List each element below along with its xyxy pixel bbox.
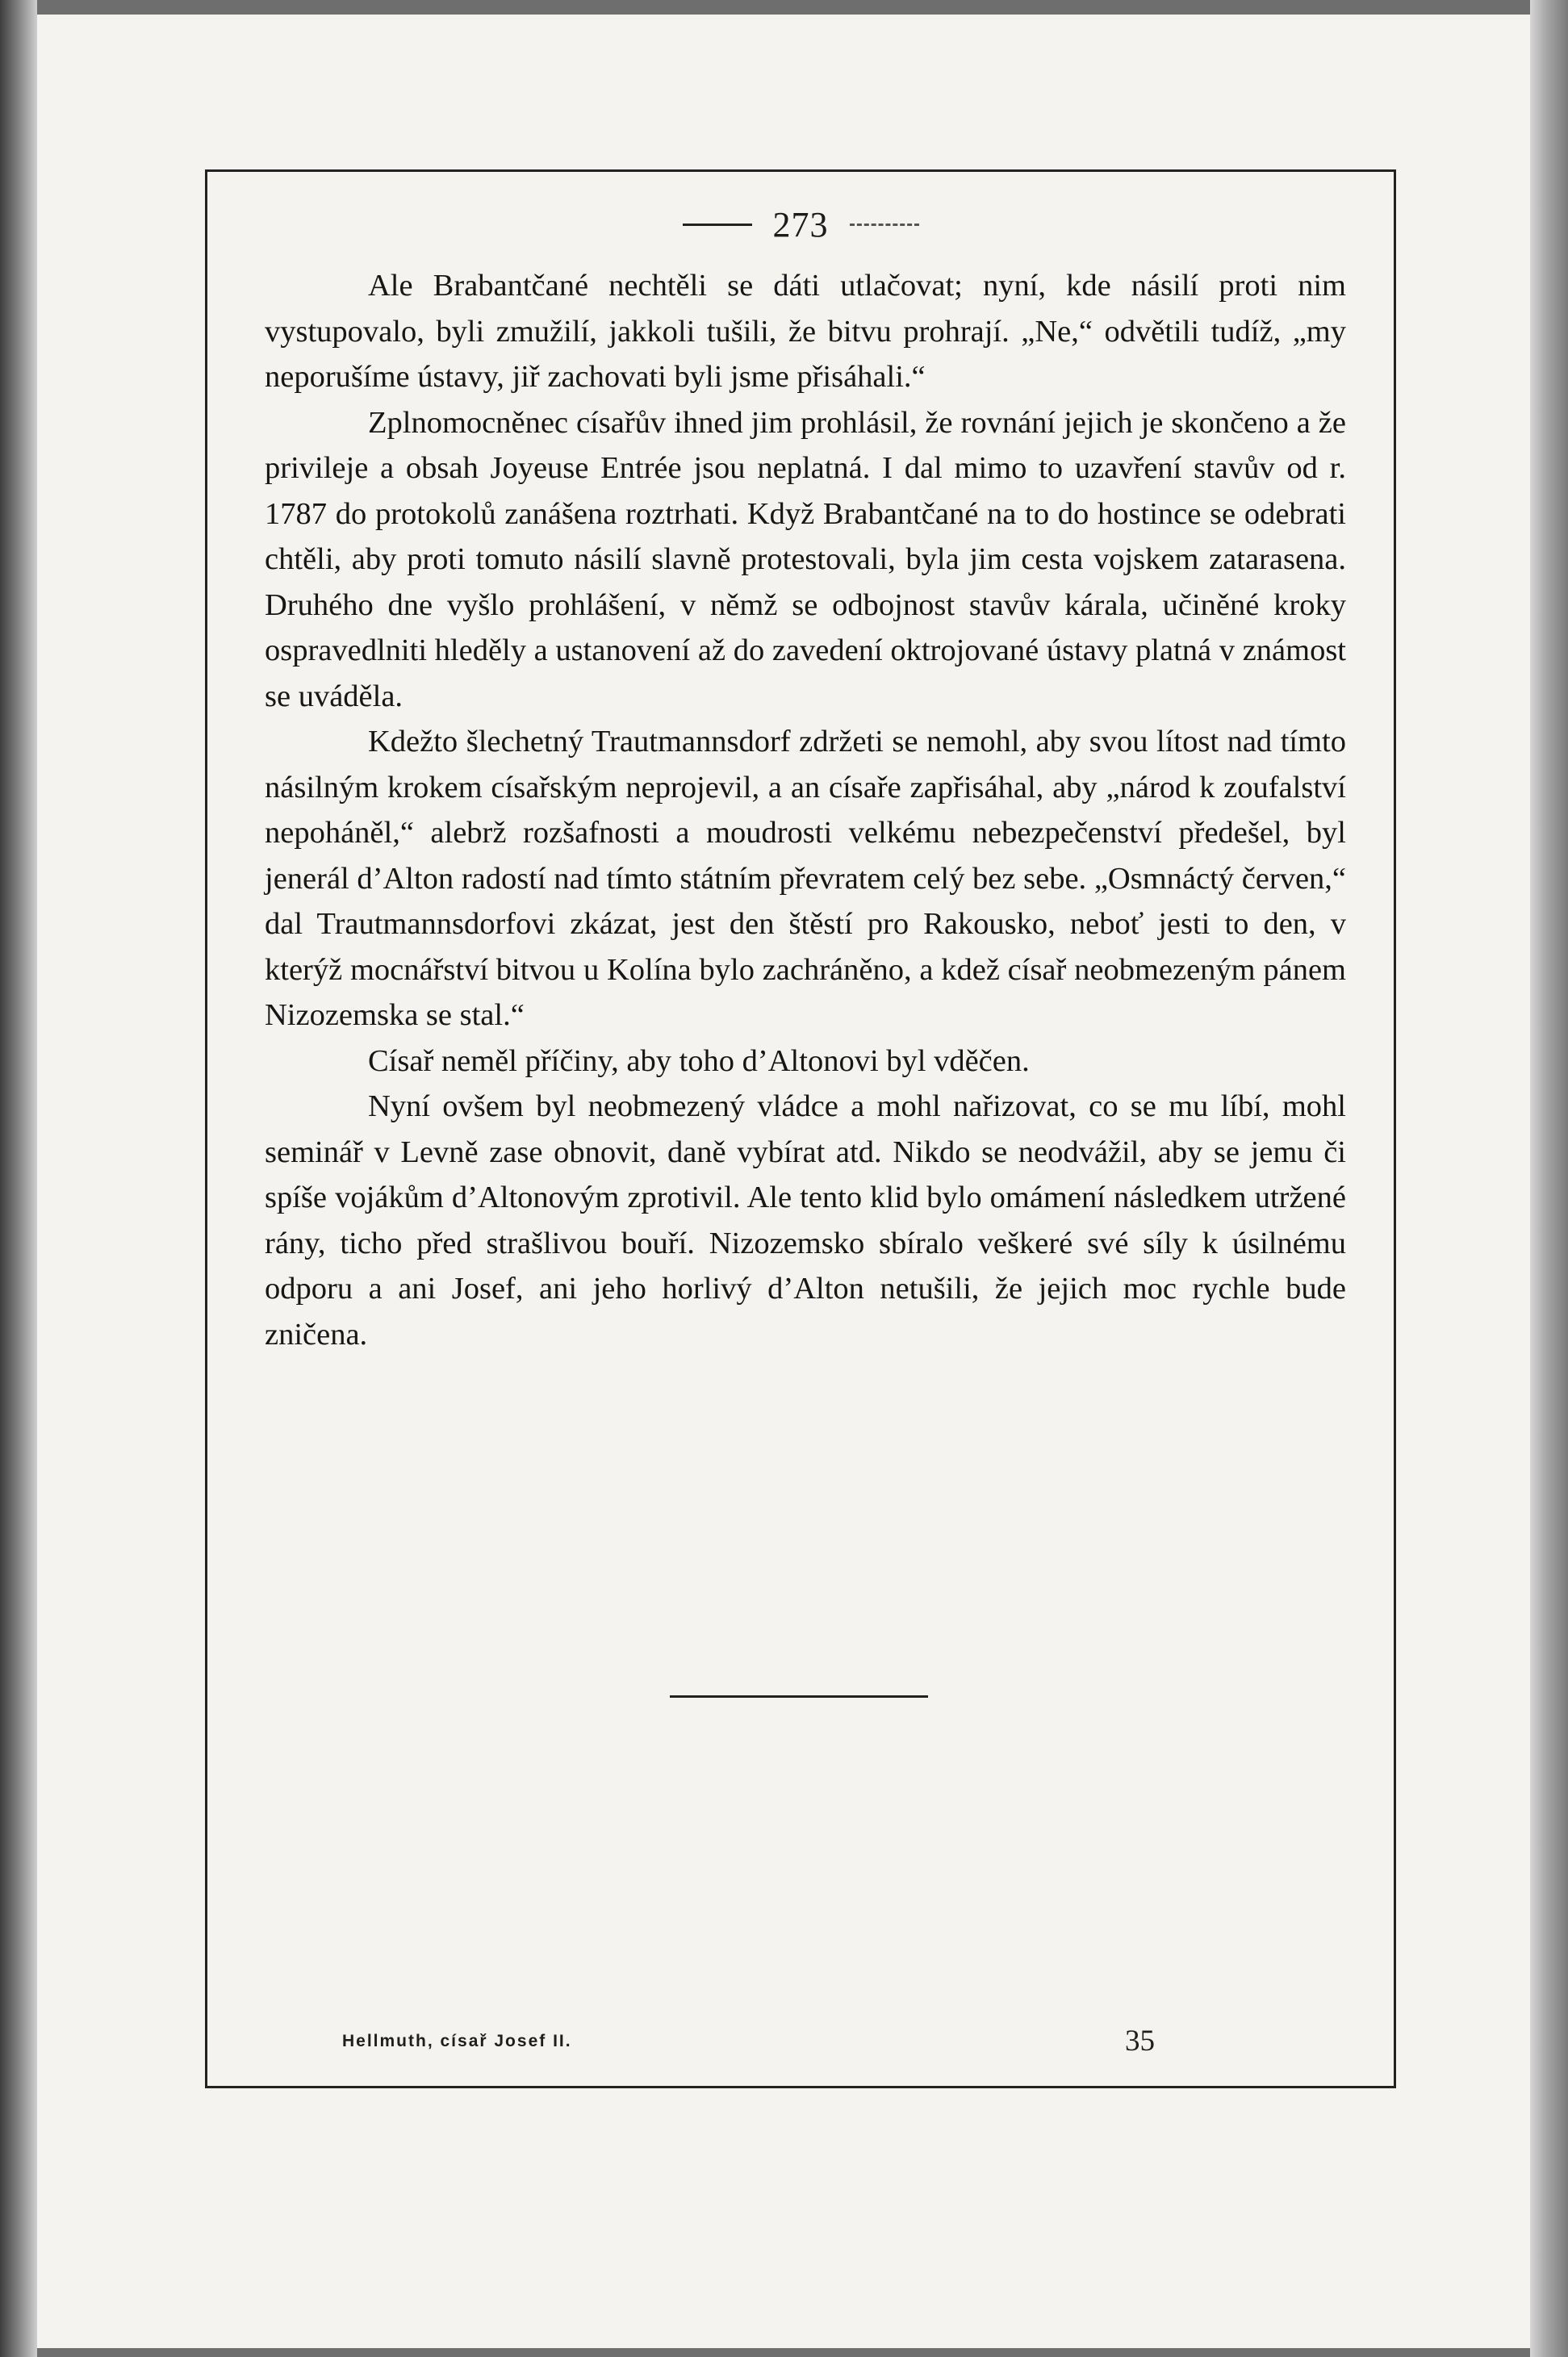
scan-left-edge <box>0 0 37 2357</box>
signature-line: Hellmuth, císař Josef II. <box>342 2032 572 2050</box>
sheet-number: 35 <box>1125 2025 1155 2058</box>
header-rule-left <box>683 224 752 226</box>
page-number: 273 <box>772 204 829 244</box>
header-rule-right <box>850 224 919 226</box>
scan-right-edge <box>1530 0 1568 2357</box>
body-text <box>265 263 1346 1357</box>
paragraph: Nyní ovšem byl neobmezený vládce a mohl nařizovat, co se mu líbí, mohl seminář v Levně zase obnovit, daně vybírat atd. Nikdo se neodvážil, aby se jemu či spíše vojákům d’Altonovým zprotivil. Ale tento klid bylo omámení následkem utržené rány, ticho před strašlivou bouří. Nizozemsko sbíralo veškeré své síly k úsilnému odporu a ani Josef, ani jeho horlivý d’Alton netušili, že jejich moc rychle bude zničena. <box>265 1089 1346 1352</box>
paragraph: Ale Brabantčané nechtěli se dáti utlačovat; nyní, kde násilí proti nim vystupovalo, byli zmužilí, jakkoli tušili, že bitvu prohrají. „Ne,“ odvětili tudíž, „my neporušíme ústavy, jiř zachovati byli jsme přisáhali.“ <box>265 269 1346 394</box>
paragraph: Zplnomocněnec císařův ihned jim prohlásil, že rovnání jejich je skončeno a že privileje a obsah Joyeuse Entrée jsou neplatná. I dal mimo to uzavření stavův od r. 1787 do protokolů zanášena roztrhati. Když Brabantčané na to do hostince se odebrati chtěli, aby proti tomuto násilí slavně protestovali, byla jim cesta vojskem zatarasena. Druhého dne vyšlo prohlášení, v němž se odbojnost stavův kárala, učiněné kroky ospravedlniti hleděly a ustanovení až do zavedení oktrojované ústavy platná v známost se uváděla. <box>265 405 1346 713</box>
page-header <box>205 200 1396 249</box>
paragraph: Císař neměl příčiny, aby toho d’Altonovi byl vděčen. <box>368 1043 1030 1078</box>
paragraph: Kdežto šlechetný Trautmannsdorf zdržeti se nemohl, aby svou lítost nad tímto násilným krokem císařským neprojevil, a an císaře zapřisáhal, aby „národ k zoufalství nepoháněl,“ alebrž rozšafnosti a moudrosti velkému nebezpečenství předešel, byl jenerál d’Alton radostí nad tímto státním převratem celý bez sebe. „Osmnáctý červen,“ dal Trautmannsdorfovi zkázat, jest den štěstí pro Rakousko, neboť jesti to den, v kterýž mocnářství bitvou u Kolína bylo zachráněno, a kdež císař neobmezeným pánem Nizozemska se stal.“ <box>265 725 1346 1032</box>
chapter-end-rule <box>670 1695 928 1698</box>
